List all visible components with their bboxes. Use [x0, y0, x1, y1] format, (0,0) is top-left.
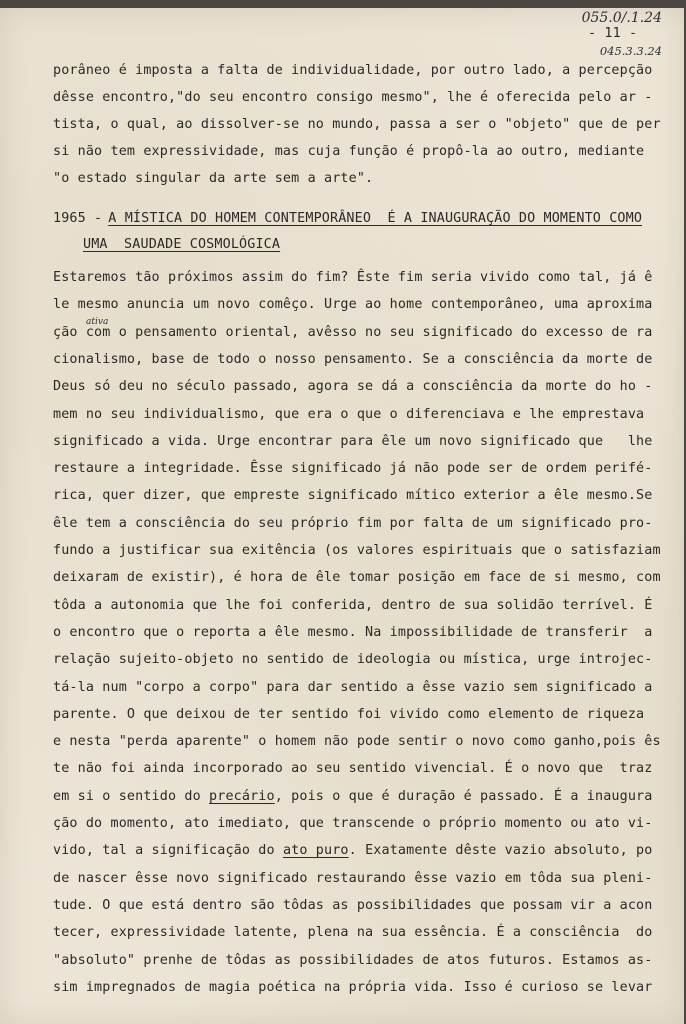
- section-heading-line-2: [83, 237, 280, 252]
- body-line: deixaram de existir), é hora de êle tomar posição em face de si mesmo, com: [53, 570, 661, 586]
- body-line: e nesta "perda aparente" o homem não pode sentir o novo como ganho,pois ês: [53, 734, 661, 750]
- body-line: êle tem a consciência do seu próprio fim por falta de um significado pro-: [53, 515, 653, 531]
- body-line: restaure a integridade. Êsse significado já não pode ser de ordem perifé-: [53, 461, 653, 477]
- body-line: tá-la num "corpo a corpo" para dar sentido a êsse vazio sem significado a: [53, 679, 653, 695]
- body-line: parente. O que deixou de ter sentido foi vivido como elemento de riqueza: [53, 706, 645, 722]
- body-line: cionalismo, base de todo o nosso pensamento. Se a consciência da morte de: [53, 351, 653, 367]
- body-line: fundo a justificar sua exitência (os valores espirituais que o satisfaziam: [53, 543, 661, 558]
- section-heading-line-1: [53, 211, 642, 226]
- page-number: - 11 -: [588, 26, 638, 41]
- heading-title-1: A MÍSTICA DO HOMEM CONTEMPORÂNEO É A INAUGURAÇÃO DO MOMENTO COMO: [108, 211, 643, 226]
- body-line: "absoluto" prenhe de tôdas as possibilidades de atos futuros. Estamos as-: [53, 952, 653, 968]
- body-line: tecer, expressividade latente, plena na sua essência. É a consciência do: [53, 925, 653, 941]
- archive-reference-top: 055.0/.1.24: [581, 10, 662, 26]
- body-line: vido, tal a significação do ato puro. Exatamente dêste vazio absoluto, po: [53, 843, 653, 859]
- heading-title-2: UMA SAUDADE COSMOLÓGICA: [83, 237, 281, 252]
- body-line: te não foi ainda incorporado ao seu sentido vivencial. É o novo que traz: [53, 761, 653, 777]
- intro-line: dêsse encontro,"do seu encontro consigo mesmo", lhe é oferecida pelo ar -: [53, 90, 653, 105]
- intro-line: "o estado singular da arte sem a arte".: [53, 171, 374, 186]
- body-line: Deus só deu no século passado, agora se dá a consciência da morte do ho -: [53, 379, 653, 395]
- body-line: Estaremos tão próximos assim do fim? Êste fim seria vivido como tal, já ê: [53, 270, 653, 285]
- body-line: em si o sentido do precário, pois o que é duração é passado. É a inaugura: [53, 788, 653, 804]
- heading-year: 1965 -: [53, 211, 103, 226]
- archive-reference-secondary: 045.3.3.24: [599, 44, 662, 58]
- body-line: ção do momento, ato imediato, que transcende o próprio momento ou ato vi-: [53, 816, 653, 831]
- body-line: le mesmo anuncia um novo comêço. Urge ao home contemporâneo, uma aproxima: [53, 297, 653, 313]
- body-line: mem no seu individualismo, que era o que o diferenciava e lhe emprestava: [53, 406, 645, 422]
- typewritten-page: [0, 8, 684, 1024]
- intro-line: si não tem expressividade, mas cuja função é propô-la ao outro, mediante: [53, 144, 645, 159]
- body-line: tude. O que está dentro são tôdas as possibilidades que possam vir a acon: [53, 897, 653, 913]
- intro-line: tista, o qual, ao dissolver-se no mundo, passa a ser o "objeto" que de per: [53, 117, 661, 132]
- body-line: relação sujeito-objeto no sentido de ideologia ou mística, urge introjec-: [53, 652, 653, 668]
- body-line: rica, quer dizer, que empreste significado mítico exterior a êle mesmo.Se: [53, 488, 653, 504]
- handwritten-annotation: ativa: [86, 317, 109, 327]
- body-line: ção com o pensamento oriental, avêsso no seu significado do excesso de ra: [53, 324, 653, 340]
- body-line: tôda a autonomia que lhe foi conferida, dentro de sua solidão terrível. É: [53, 597, 653, 613]
- body-line: significado a vida. Urge encontrar para êle um novo significado que lhe: [53, 433, 653, 449]
- body-line: o encontro que o reporta a êle mesmo. Na impossibilidade de transferir a: [53, 624, 653, 640]
- body-line: de nascer êsse novo significado restaurando êsse vazio em tôda sua pleni-: [53, 870, 653, 886]
- intro-line: porâneo é imposta a falta de individualidade, por outro lado, a percepção: [53, 63, 653, 78]
- body-line: sim impregnados de magia poética na própria vida. Isso é curioso se levar: [53, 979, 653, 995]
